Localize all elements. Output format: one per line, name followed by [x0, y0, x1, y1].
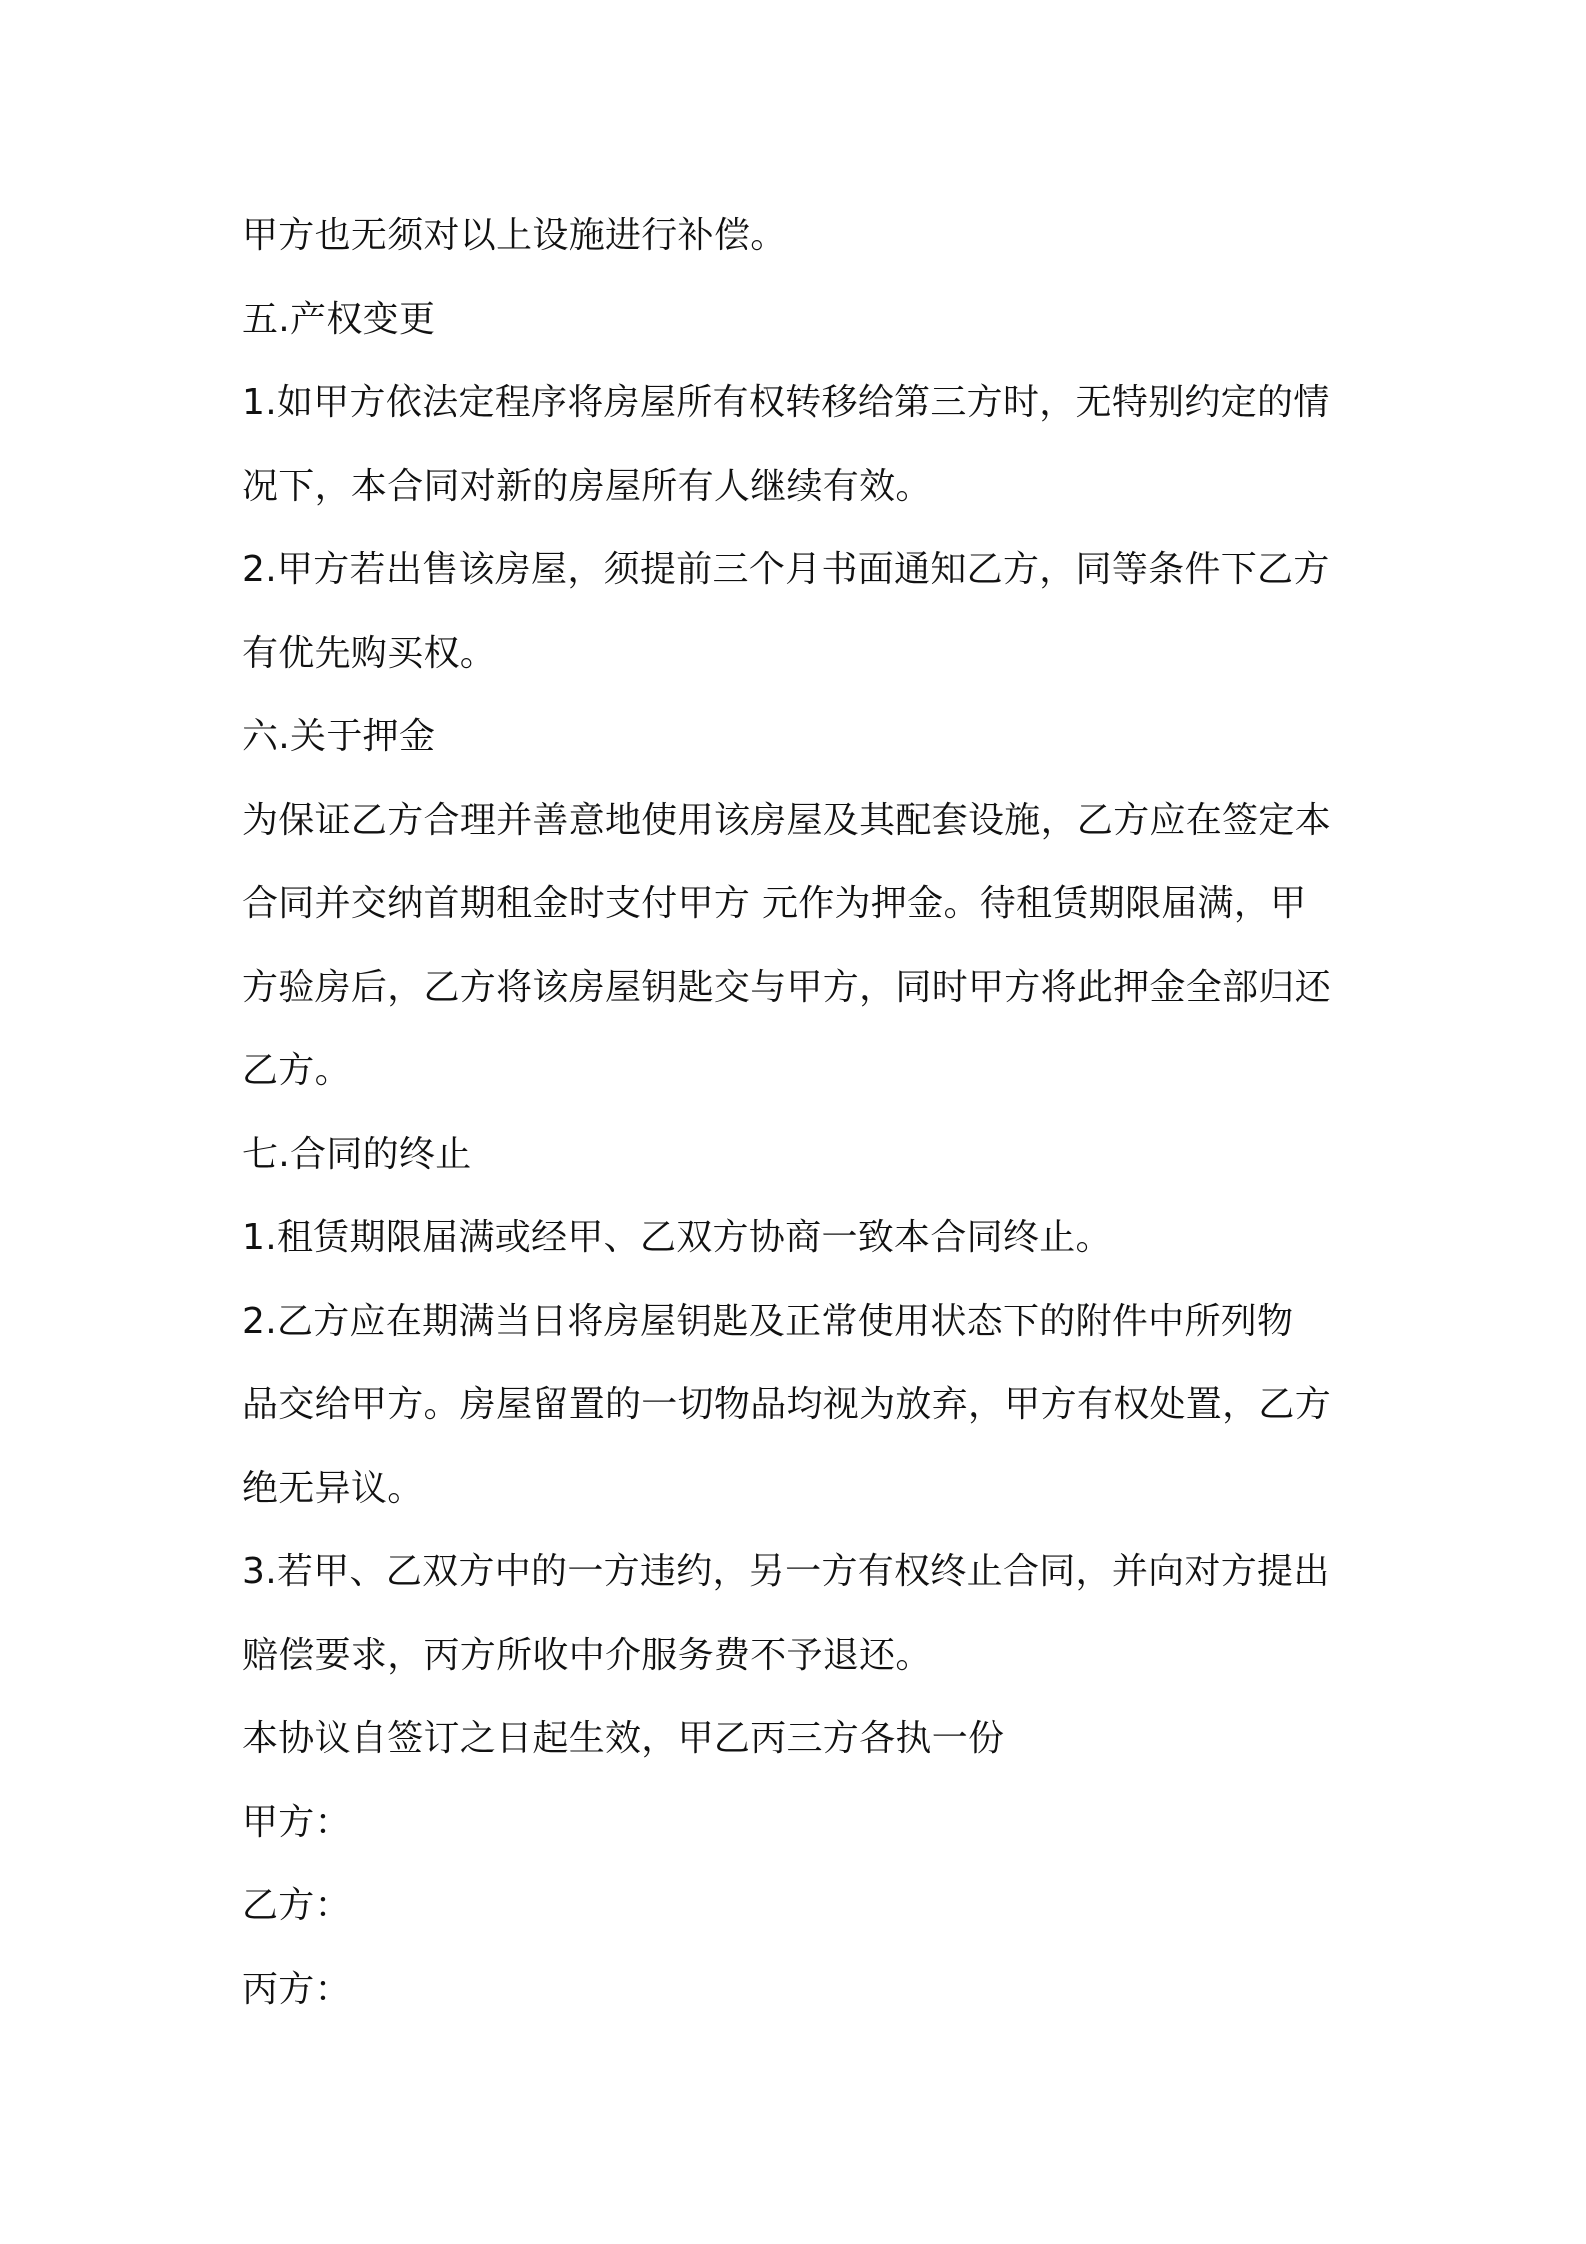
- paragraph-line: 2.乙方应在期满当日将房屋钥匙及正常使用状态下的附件中所列物: [242, 1300, 1294, 1342]
- paragraph-line: 况下，本合同对新的房屋所有人继续有效。: [242, 465, 932, 507]
- signature-party-c: 丙方：: [242, 1968, 351, 2010]
- paragraph-line: 为保证乙方合理并善意地使用该房屋及其配套设施，乙方应在签定本: [242, 799, 1332, 841]
- paragraph-line: 甲方也无须对以上设施进行补偿。: [242, 215, 787, 256]
- section-heading-property-change: 五.产权变更: [242, 298, 436, 340]
- signature-party-b: 乙方：: [242, 1885, 351, 1926]
- paragraph-line: 赔偿要求，丙方所收中介服务费不予退还。: [242, 1634, 932, 1676]
- section-heading-deposit: 六.关于押金: [242, 716, 436, 757]
- paragraph-line: 1.租赁期限届满或经甲、乙双方协商一致本合同终止。: [242, 1217, 1112, 1258]
- paragraph-line: 1.如甲方依法定程序将房屋所有权转移给第三方时，无特别约定的情: [242, 382, 1330, 423]
- paragraph-line: 3.若甲、乙双方中的一方违约，另一方有权终止合同，并向对方提出: [242, 1551, 1330, 1592]
- paragraph-line: 有优先购买权。: [242, 632, 497, 674]
- paragraph-line: 方验房后，乙方将该房屋钥匙交与甲方，同时甲方将此押金全部归还: [242, 966, 1332, 1008]
- paragraph-line: 合同并交纳首期租金时支付甲方 元作为押金。待租赁期限届满，甲: [242, 883, 1307, 924]
- paragraph-line: 品交给甲方。房屋留置的一切物品均视为放弃，甲方有权处置，乙方: [242, 1384, 1332, 1425]
- paragraph-line: 乙方。: [242, 1050, 351, 1091]
- contract-body: [242, 194, 1360, 2031]
- signature-party-a: 甲方：: [242, 1801, 351, 1843]
- paragraph-line: 2.甲方若出售该房屋，须提前三个月书面通知乙方，同等条件下乙方: [242, 549, 1330, 590]
- section-heading-termination: 七.合同的终止: [242, 1133, 472, 1175]
- paragraph-line: 绝无异议。: [242, 1467, 424, 1509]
- effectiveness-clause: 本协议自签订之日起生效，甲乙丙三方各执一份: [242, 1718, 1005, 1759]
